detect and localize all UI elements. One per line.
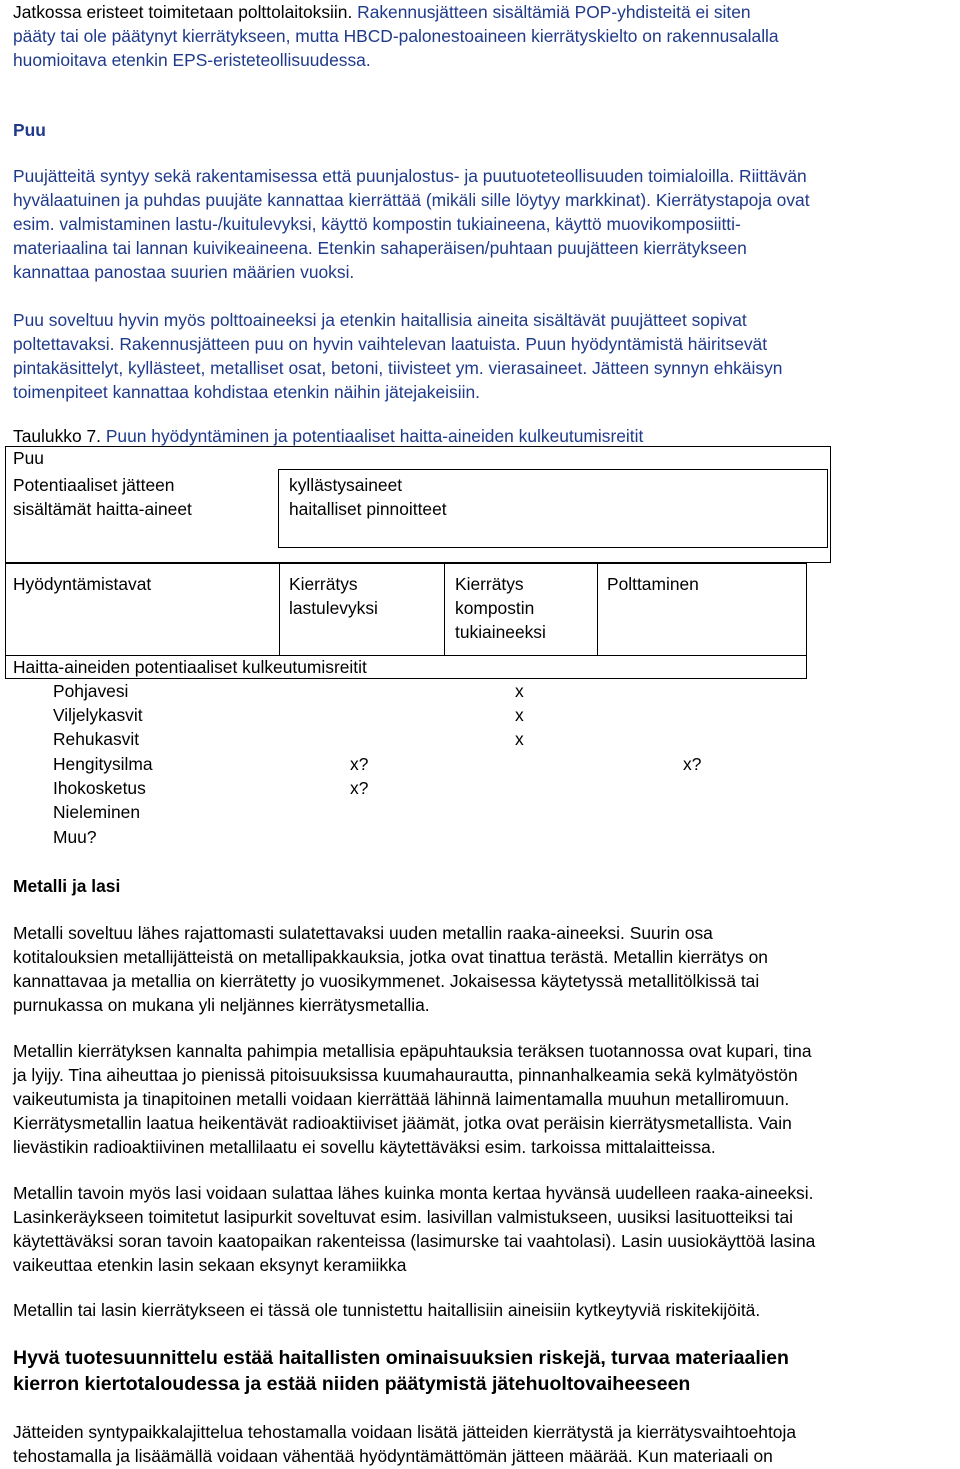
puu-p2-line-4: toimenpiteet kannattaa kohdistaa etenkin näihin jätejakeisiin. — [13, 382, 480, 402]
route-mark: x? — [683, 754, 702, 774]
puu-p1-line-5: kannattaa panostaa suurien määrien vuoksi. — [13, 262, 355, 282]
puu-p1-line-2 — [13, 188, 810, 212]
route-name: Rehukasvit — [53, 729, 140, 749]
puu-p2-line-3 — [13, 356, 782, 380]
use-label: Hyödyntämistavat — [13, 574, 152, 594]
use-2-line-1: Kierrätys — [455, 574, 524, 594]
intro-line-3: huomioitava etenkin EPS-eristeteollisuudessa. — [13, 50, 371, 70]
haitta-value-2: haitalliset pinnoitteet — [289, 499, 447, 519]
puu-p1-l1a: Puujätteitä syntyy sekä rakentamisessa että puunjalostus- ja puutuoteteollisuuden toimialoilla. — [13, 166, 735, 186]
section2-p1-line-2: tehostamalla ja lisäämällä voidaan vähentää hyödyntämättömän jätteen määrää. Kun materiaali on — [13, 1446, 773, 1466]
use-3-line-1: Polttaminen — [607, 574, 699, 594]
table-caption — [13, 424, 643, 448]
puu-p2-line-2 — [13, 332, 767, 356]
haitta-value-1: kyllästysaineet — [289, 475, 403, 495]
metalli-p2-line: Metallin kierrätyksen kannalta pahimpia metallisia epäpuhtauksia teräksen tuotannossa ovat kupari, tina — [13, 1041, 812, 1061]
puu-p1-line-1 — [13, 164, 807, 188]
intro-line-1 — [13, 0, 751, 24]
metalli-p3-line: käytettäväksi soran tavoin kaatopaikan rakenteissa (lasimurske tai vaahtolasi). Lasin uusiokäyttöä lasina — [13, 1231, 816, 1251]
use-2-line-2: kompostin — [455, 598, 535, 618]
route-name: Viljelykasvit — [53, 705, 143, 725]
puu-p2-l2c: Puun hyödyntämistä häiritsevät — [520, 334, 768, 354]
puu-p1-l4b: Etenkin sahaperäisen/puhtaan puujätteen kierrätykseen — [312, 238, 747, 258]
route-mark: x? — [350, 778, 369, 798]
puu-p2-l3a: pintakäsittelyt, kyllästeet, metalliset osat, betoni, tiivisteet ym. vierasaineet. — [13, 358, 588, 378]
route-name: Muu? — [53, 827, 97, 847]
puu-p1-line-4 — [13, 236, 747, 260]
metalli-p2-line: lievästikin radioaktiivinen metallilaatu ei sovellu käytettäväksi esim. tarkoissa mittalaitteissa. — [13, 1137, 716, 1157]
puu-p1-l2a: hyvälaatuinen ja puhdas puujäte kannattaa kierrättää (mikäli sille löytyy markkinat). — [13, 190, 651, 210]
puu-p1-l1b: Riittävän — [734, 166, 807, 186]
route-name: Hengitysilma — [53, 754, 153, 774]
route-name: Ihokosketus — [53, 778, 146, 798]
table-caption-title: Puun hyödyntäminen ja potentiaaliset haitta-aineiden kulkeutumisreitit — [100, 426, 644, 446]
metalli-p1-line: kannattavaa ja metallia on kierrätetty jo vuosikymmenet. Jokaisessa käytetyssä metallitölkissä tai — [13, 971, 760, 991]
puu-p1-line-3: esim. valmistaminen lastu-/kuitulevyksi, käyttö kompostin tukiaineena, käyttö muovikomposiitti- — [13, 214, 741, 234]
section2-p1-line-1: Jätteiden syntypaikkalajittelua tehostamalla voidaan lisätä jätteiden kierrätystä ja kierrätysvaihtoehtoja — [13, 1422, 797, 1442]
metalli-p2-line: vaikeutumista ja tinapitoinen metalli voidaan kierrättää lähinnä laimentamalla muuhun metalliromuun. — [13, 1089, 790, 1109]
intro-line-2: pääty tai ole päätynyt kierrätykseen, mutta HBCD-palonestoaineen kierrätyskielto on rakennusalalla — [13, 26, 779, 46]
table-section-label: Puu — [13, 448, 44, 468]
use-1-line-2: lastulevyksi — [289, 598, 378, 618]
metalli-p3-line: vaikeuttaa etenkin lasin sekaan eksynyt keramiikka — [13, 1255, 407, 1275]
metalli-p3-line: Lasinkeräykseen toimitetut lasipurkit soveltuvat esim. lasivillan valmistukseen, uusiksi lasituotteiksi tai — [13, 1207, 794, 1227]
metalli-p1-line: kotitalouksien metallijätteistä on metallipakkauksia, jotka ovat tinattua terästä. Metallin kierrätys on — [13, 947, 768, 967]
puu-p1-l2b: Kierrätystapoja ovat — [651, 190, 810, 210]
use-1-line-1: Kierrätys — [289, 574, 358, 594]
section2-heading-line-2: kierron kiertotaloudessa ja estää niiden päätymistä jätehuoltovaiheeseen — [13, 1373, 691, 1395]
metalli-heading: Metalli ja lasi — [13, 876, 121, 896]
routes-label: Haitta-aineiden potentiaaliset kulkeutumisreitit — [13, 657, 367, 677]
metalli-p2-line: Kierrätysmetallin laatua heikentävät radioaktiiviset jäämät, jotka ovat peräisin kierrätysmetallista. Vain — [13, 1113, 792, 1133]
puu-p2-l2a: poltettavaksi. — [13, 334, 115, 354]
puu-p2-l3b: Jätteen synnyn ehkäisyn — [587, 358, 783, 378]
puu-p2-line-1: Puu soveltuu hyvin myös polttoaineeksi ja etenkin haitallisia aineita sisältävät puujätteet sopivat — [13, 310, 747, 330]
intro-line-1-blue: Rakennusjätteen sisältämiä POP-yhdisteitä ei siten — [352, 2, 751, 22]
route-mark: x? — [350, 754, 369, 774]
metalli-p3-line: Metallin tavoin myös lasi voidaan sulattaa lähes kuinka monta kertaa hyvänsä uudelleen raaka-aineeksi. — [13, 1183, 814, 1203]
metalli-p2-line: ja lyijy. Tina aiheuttaa jo pienissä pitoisuuksissa kuumahaurautta, pinnanhalkeamia sekä kylmätyöstön — [13, 1065, 798, 1085]
puu-heading: Puu — [13, 120, 46, 140]
puu-p2-l2b: Rakennusjätteen puu on hyvin vaihtelevan laatuista. — [114, 334, 521, 354]
route-mark: x — [515, 705, 524, 725]
metalli-p1-line: Metalli soveltuu lähes rajattomasti sulatettavaksi uuden metallin raaka-aineeksi. Suurin osa — [13, 923, 713, 943]
haitta-label-line-2: sisältämät haitta-aineet — [13, 499, 192, 519]
metalli-p4: Metallin tai lasin kierrätykseen ei tässä ole tunnistettu haitallisiin aineisiin kytkeytyviä riskitekijöitä. — [13, 1300, 761, 1320]
use-2-line-3: tukiaineeksi — [455, 622, 546, 642]
section2-heading-line-1: Hyvä tuotesuunnittelu estää haitallisten ominaisuuksien riskejä, turvaa materiaalien — [13, 1347, 789, 1369]
route-name: Pohjavesi — [53, 681, 129, 701]
route-name: Nieleminen — [53, 802, 140, 822]
intro-line-1-plain: Jatkossa eristeet toimitetaan polttolaitoksiin. — [13, 2, 353, 22]
metalli-p1-line: purnukassa on mukana yli neljännes kierrätysmetallia. — [13, 995, 430, 1015]
puu-p1-l4a: materiaalina tai lannan kuivikeaineena. — [13, 238, 313, 258]
route-mark: x — [515, 681, 524, 701]
haitta-label-line-1: Potentiaaliset jätteen — [13, 475, 175, 495]
table-caption-number: Taulukko 7. — [13, 426, 101, 446]
route-mark: x — [515, 729, 524, 749]
